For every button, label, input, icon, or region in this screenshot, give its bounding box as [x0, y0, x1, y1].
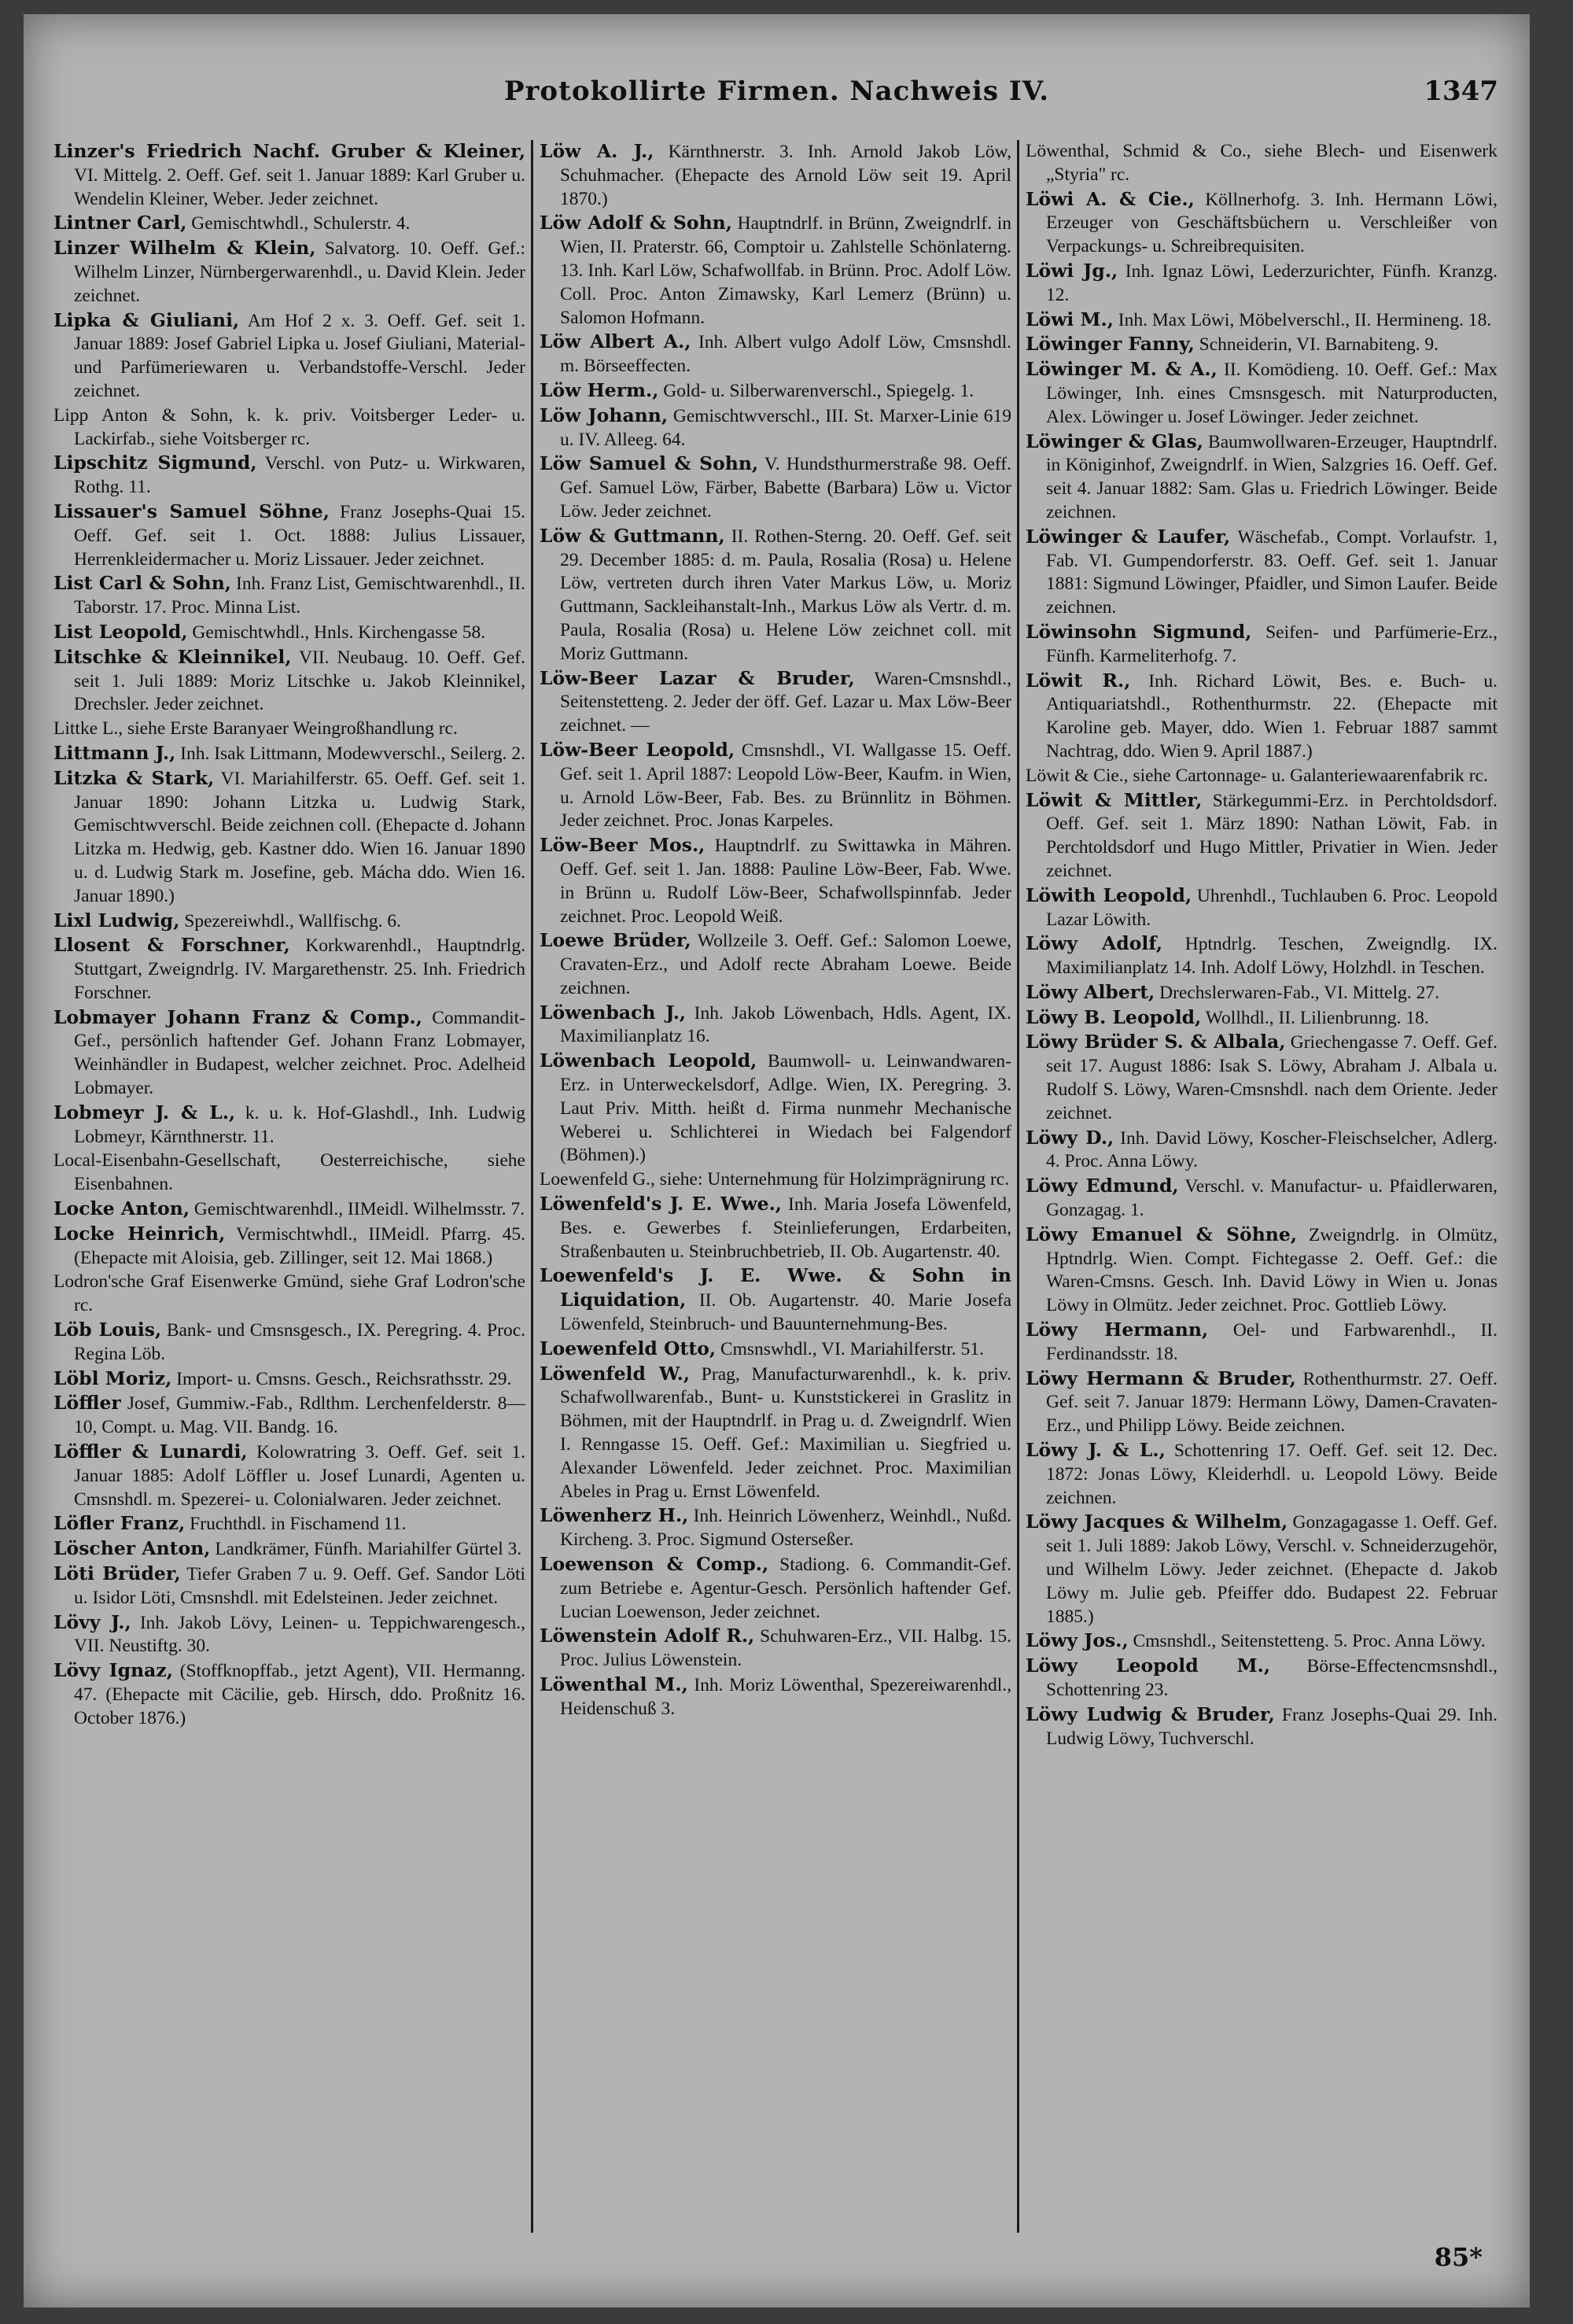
entry-details: Inh. Moriz Löwenthal, Spezereiwarenhdl., Heidenschuß 3.	[560, 1675, 1011, 1719]
firm-name: Löwy Edmund,	[1026, 1175, 1179, 1197]
firm-name: Lixl Ludwig,	[53, 909, 180, 931]
column-divider	[531, 140, 533, 2233]
directory-entry	[53, 742, 525, 766]
entry-details: Seifen- und Parfümerie-Erz., Fünfh. Karmeliterhofg. 7.	[1046, 622, 1497, 666]
directory-entry	[540, 1264, 1011, 1336]
entry-details: Schuhwaren-Erz., VII. Halbg. 15. Proc. Julius Löwenstein.	[560, 1626, 1011, 1671]
firm-name: Löw A. J.,	[540, 140, 654, 162]
entry-details: VI. Mariahilferstr. 65. Oeff. Gef. seit 1. Januar 1890: Johann Litzka u. Ludwig Stark, Gemischtwverschl. Beide zeichnen coll. (Ehepacte d. Johann Litzka m. Hedwig, geb. Kastner ddo. Wien 16. Januar 1890 u. d. Ludwig Stark m. Josefine, geb. Mácha ddo. Wien 16. Januar 1890.)	[74, 768, 525, 906]
firm-name: Löffler	[53, 1392, 121, 1415]
directory-entry	[53, 572, 525, 620]
directory-entry	[540, 1337, 1011, 1362]
directory-entry	[53, 1392, 525, 1440]
firm-name: Löwi Jg.,	[1026, 259, 1118, 282]
directory-entry	[1026, 358, 1497, 429]
entry-details: Salvatorg. 10. Oeff. Gef.: Wilhelm Linzer, Nürnbergerwarenhdl., u. David Klein. Jeder zeichnet.	[74, 238, 525, 306]
directory-entry	[1026, 884, 1497, 932]
directory-entry	[540, 452, 1011, 523]
entry-details: VI. Mittelg. 2. Oeff. Gef. seit 1. Januar 1889: Karl Gruber u. Wendelin Kleiner, Weber. Jeder zeichnet.	[74, 164, 525, 209]
directory-entry	[53, 1271, 525, 1318]
firm-name: Löwinger M. & A.,	[1026, 358, 1218, 381]
column-middle	[540, 140, 1011, 2233]
firm-name: Löwith Leopold,	[1026, 883, 1192, 906]
firm-name: Löwit R.,	[1026, 669, 1131, 692]
directory-entry	[1026, 1175, 1497, 1223]
directory-entry	[53, 1223, 525, 1271]
directory-entry	[540, 1553, 1011, 1624]
entry-details: Inh. Heinrich Löwenherz, Weinhdl., Nußd. Kircheng. 3. Proc. Sigmund Osterseßer.	[560, 1506, 1011, 1551]
directory-entry	[540, 140, 1011, 211]
entry-details: k. u. k. Hof-Glashdl., Inh. Ludwig Lobmeyr, Kärnthnerstr. 11.	[74, 1102, 525, 1147]
directory-entry	[540, 1193, 1011, 1263]
entry-details: Inh. Richard Löwit, Bes. e. Buch- u. Antiquariatshdl., Rothenthurmstr. 22. (Ehepacte mit Karoline geb. Mayer, ddo. Wien 1. Februar 1887 sammt Nachtrag, ddo. Wien 9. April 1887.)	[1046, 670, 1497, 762]
directory-entry	[53, 1441, 525, 1511]
entry-details: Inh. Max Löwi, Möbelverschl., II. Hermineng. 18.	[1118, 309, 1492, 330]
entry-details: Gemischtwhdl., Schulerstr. 4.	[191, 213, 411, 234]
directory-entry	[53, 909, 525, 934]
firm-name: Löwit & Mittler,	[1026, 788, 1203, 811]
directory-entry	[53, 1611, 525, 1659]
entry-details: Gemischtwverschl., III. St. Marxer-Linie 619 u. IV. Alleeg. 64.	[560, 405, 1011, 450]
entry-details: Local-Eisenbahn-Gesellschaft, Oesterreichische, siehe Eisenbahnen.	[53, 1150, 525, 1195]
directory-entry	[1026, 981, 1497, 1005]
firm-name: Löwinger Fanny,	[1026, 333, 1195, 356]
directory-entry	[540, 1625, 1011, 1673]
firm-name: Löwy D.,	[1026, 1126, 1114, 1149]
entry-details: Baumwollwaren-Erzeuger, Hauptndrlf. in Königinhof, Zweigndrlf. in Wien, Salzgries 16. Oeff. Gef. seit 4. Januar 1882: Sam. Glas u. Friedrich Löwinger. Beide zeichnen.	[1046, 431, 1497, 522]
directory-entry	[53, 1149, 525, 1197]
directory-entry	[53, 1197, 525, 1222]
column-left	[53, 140, 525, 2233]
firm-name: Löwy Jacques & Wilhelm,	[1026, 1511, 1288, 1533]
firm-name: Löwenfeld's J. E. Wwe.,	[540, 1193, 782, 1215]
directory-entry	[540, 1673, 1011, 1721]
entry-details: Waren-Cmsnshdl., Seitenstetteng. 2. Jeder der öff. Gef. Lazar u. Max Löw-Beer zeichnet. —	[560, 668, 1011, 736]
directory-entry	[53, 237, 525, 308]
firm-name: Locke Heinrich,	[53, 1222, 226, 1245]
firm-name: Löwenstein Adolf R.,	[540, 1625, 755, 1647]
firm-name: Löwinsohn Sigmund,	[1026, 620, 1252, 643]
entry-details: Lodron'sche Graf Eisenwerke Gmünd, siehe Graf Lodron'sche rc.	[53, 1271, 525, 1316]
entry-details: Landkrämer, Fünfh. Mariahilfer Gürtel 3.	[215, 1539, 522, 1560]
firm-name: Löw Adolf & Sohn,	[540, 212, 732, 234]
entry-details: Spezereiwhdl., Wallfischg. 6.	[184, 910, 401, 931]
firm-name: Löw Albert A.,	[540, 330, 691, 353]
firm-name: Löwy B. Leopold,	[1026, 1005, 1202, 1028]
column-right	[1026, 140, 1497, 2233]
entry-details: Stadiong. 6. Commandit-Gef. zum Betriebe e. Agentur-Gesch. Persönlich haftender Gef. Lucian Loewenson, Jeder zeichnet.	[560, 1555, 1011, 1622]
directory-entry	[53, 1562, 525, 1610]
entry-details: (Stoffknopffab., jetzt Agent), VII. Hermanng. 47. (Ehepacte mit Cäcilie, geb. Hirsch, ddo. Proßnitz 16. October 1876.)	[74, 1661, 525, 1728]
firm-name: Löti Brüder,	[53, 1562, 181, 1585]
firm-name: Loewenson & Comp.,	[540, 1553, 769, 1576]
firm-name: Löwy Leopold M.,	[1026, 1654, 1270, 1677]
entry-details: Am Hof 2 x. 3. Oeff. Gef. seit 1. Januar 1889: Josef Gabriel Lipka u. Josef Giuliani, Material- und Parfümeriewaren u. Verbandstoffe-Verschl. Jeder zeichnet.	[74, 310, 525, 401]
directory-page	[24, 14, 1530, 2307]
firm-name: Löwinger & Laufer,	[1026, 525, 1231, 548]
directory-entry	[540, 1168, 1011, 1192]
entry-details: Inh. Isak Littmann, Modewverschl., Seilerg. 2.	[180, 743, 525, 764]
firm-name: Lipschitz Sigmund,	[53, 452, 257, 474]
firm-name: Löwi A. & Cie.,	[1026, 187, 1195, 210]
column-divider	[1017, 140, 1019, 2233]
entry-details: Löwenthal, Schmid & Co., siehe Blech- und Eisenwerk „Styria" rc.	[1026, 141, 1497, 185]
firm-name: Löwenbach J.,	[540, 1001, 687, 1024]
firm-name: Löfler Franz,	[53, 1512, 186, 1535]
entry-details: Löwit & Cie., siehe Cartonnage- u. Galanteriewaarenfabrik rc.	[1026, 765, 1488, 786]
firm-name: Löwenbach Leopold,	[540, 1049, 757, 1072]
entry-details: Gemischtwhdl., Hnls. Kirchengasse 58.	[192, 622, 486, 643]
firm-name: Loewe Brüder,	[540, 929, 691, 952]
directory-entry	[53, 1319, 525, 1367]
firm-name: Löbl Moriz,	[53, 1367, 172, 1389]
firm-name: Löw Johann,	[540, 404, 669, 426]
firm-name: Loewenfeld Otto,	[540, 1337, 717, 1359]
directory-entry	[1026, 1654, 1497, 1702]
directory-entry	[1026, 1439, 1497, 1510]
firm-name: Loewenfeld's J. E. Wwe. & Sohn in Liquidation,	[540, 1264, 1011, 1311]
directory-entry	[1026, 1629, 1497, 1654]
entry-details: Zweigndrlg. in Olmütz, Hptndrlg. Wien. Compt. Fichtegasse 2. Oeff. Gef.: die Waren-Cmsns. Gesch. Inh. David Löwy in Wien u. Jonas Löwy in Olmütz. Jeder zeichnet. Proc. Gottlieb Löwy.	[1046, 1224, 1497, 1316]
entry-details: V. Hundsthurmerstraße 98. Oeff. Gef. Samuel Löw, Färber, Babette (Barbara) Löw u. Victor Löw. Jeder zeichnet.	[560, 454, 1011, 522]
entry-details: II. Komödieng. 10. Oeff. Gef.: Max Löwinger, Inh. eines Cmsnsgesch. mit Naturproducten, Alex. Löwinger u. Josef Löwinger. Jeder zeichnet.	[1046, 360, 1497, 427]
directory-entry	[1026, 1703, 1497, 1751]
directory-entry	[1026, 526, 1497, 620]
entry-details: II. Ob. Augartenstr. 40. Marie Josefa Löwenfeld, Steinbruch- und Bauunternehmung-Bes.	[560, 1290, 1011, 1335]
firm-name: Löwy Emanuel & Söhne,	[1026, 1223, 1298, 1245]
directory-entry	[540, 212, 1011, 330]
entry-details: Bank- und Cmsnsgesch., IX. Peregring. 4. Proc. Regina Löb.	[74, 1320, 525, 1364]
directory-entry	[53, 621, 525, 645]
entry-details: Loewenfeld G., siehe: Unternehmung für Holzimprägnirung rc.	[540, 1169, 1010, 1190]
entry-details: Import- u. Cmsns. Gesch., Reichsrathsstr. 29.	[176, 1368, 512, 1389]
directory-entry	[1026, 765, 1497, 788]
entry-details: Gemischtwarenhdl., IIMeidl. Wilhelmsstr. 7.	[193, 1199, 525, 1220]
directory-entry	[1026, 932, 1497, 980]
firm-name: Löwenfeld W.,	[540, 1362, 691, 1385]
entry-details: Schneiderin, VI. Barnabiteng. 9.	[1199, 334, 1439, 356]
entry-details: Inh. Jakob Löwenbach, Hdls. Agent, IX. Maximilianplatz 16.	[560, 1002, 1011, 1047]
directory-entry	[1026, 1006, 1497, 1031]
firm-name: Littmann J.,	[53, 741, 176, 764]
entry-details: Littke L., siehe Erste Baranyaer Weingroßhandlung rc.	[53, 718, 458, 740]
page-title: Protokollirte Firmen. Nachweis IV.	[503, 76, 1050, 107]
directory-entry	[53, 717, 525, 741]
entry-details: Gonzagagasse 1. Oeff. Gef. seit 1. Juli 1889: Jakob Löwy, Verschl. v. Schneiderzugehör, und Wilhelm Löwy. Jeder zeichnet. (Ehepacte d. Jakob Löwy m. Julie geb. Pfeiffer ddo. Budapest 22. Februar 1885.)	[1046, 1512, 1497, 1627]
entry-details: Börse-Effectencmsnshdl., Schottenring 23.	[1046, 1656, 1497, 1700]
firm-name: Lissauer's Samuel Söhne,	[53, 500, 330, 522]
firm-name: Llosent & Forschner,	[53, 934, 290, 957]
entry-details: Inh. Jakob Lövy, Leinen- u. Teppichwarengesch., VII. Neustiftg. 30.	[74, 1612, 525, 1657]
entry-details: VII. Neubaug. 10. Oeff. Gef. seit 1. Juli 1889: Moriz Litschke u. Jakob Kleinnikel, Drechsler. Jeder zeichnet.	[74, 647, 525, 715]
directory-entry	[540, 404, 1011, 452]
entry-details: Uhrenhdl., Tuchlauben 6. Proc. Leopold Lazar Löwith.	[1046, 885, 1497, 930]
firm-name: List Carl & Sohn,	[53, 572, 231, 595]
firm-name: Löwi M.,	[1026, 308, 1114, 330]
firm-name: Löb Louis,	[53, 1319, 162, 1341]
firm-name: Löwinger & Glas,	[1026, 430, 1203, 452]
firm-name: Löw Samuel & Sohn,	[540, 452, 759, 475]
firm-name: Löffler & Lunardi,	[53, 1441, 248, 1463]
entry-details: Oel- und Farbwarenhdl., II. Ferdinandsstr. 18.	[1046, 1320, 1497, 1364]
entry-details: Schottenring 17. Oeff. Gef. seit 12. Dec. 1872: Jonas Löwy, Kleiderhdl. u. Leopold Löwy. Beide zeichnen.	[1046, 1441, 1497, 1508]
entry-details: Gold- u. Silberwarenverschl., Spiegelg. 1.	[663, 380, 974, 401]
entry-details: Wollzeile 3. Oeff. Gef.: Salomon Loewe, Cravaten-Erz., und Adolf recte Abraham Loewe. Beide zeichnen.	[560, 931, 1011, 998]
entry-details: Hptndrlg. Teschen, Zweigndlg. IX. Maximilianplatz 14. Inh. Adolf Löwy, Holzhdl. in Teschen.	[1046, 934, 1497, 979]
entry-details: Inh. Maria Josefa Löwenfeld, Bes. e. Gewerbes f. Steinlieferungen, Erdarbeiten, Straßenbauten u. Steinbruchbetrieb, II. Ob. Augartenstr. 40.	[560, 1194, 1011, 1262]
directory-entry	[540, 667, 1011, 738]
firm-name: Litzka & Stark,	[53, 766, 215, 789]
entry-details: Stärkegummi-Erz. in Perchtoldsdorf. Oeff. Gef. seit 1. März 1890: Nathan Löwit, Fab. in Perchtoldsdorf und Hugo Mittler, Privatier in Wien. Jeder zeichnet.	[1046, 790, 1497, 881]
directory-entry	[1026, 430, 1497, 525]
directory-entry	[53, 404, 525, 452]
directory-entry	[1026, 670, 1497, 764]
entry-details: Baumwoll- u. Leinwandwaren-Erz. in Unterweckelsdorf, Adlge. Wien, IX. Peregring. 3. Laut Priv. Mitth. heißt d. Firma nunmehr Mechanische Weberei u. Schlichterei in Wiedach bei Falgendorf (Böhmen).)	[560, 1051, 1011, 1166]
entry-details: Tiefer Graben 7 u. 9. Oeff. Gef. Sandor Löti u. Isidor Löti, Cmsnshdl. mit Edelsteinen. Jeder zeichnet.	[74, 1564, 525, 1608]
firm-name: Lobmeyr J. & L.,	[53, 1101, 236, 1123]
entry-details: Cmsnshdl., Seitenstetteng. 5. Proc. Anna Löwy.	[1133, 1631, 1486, 1652]
firm-name: Löw & Guttmann,	[540, 524, 725, 547]
entry-details: Wollhdl., II. Lilienbrunng. 18.	[1205, 1007, 1429, 1028]
directory-entry	[1026, 789, 1497, 883]
entry-details: Rothenthurmstr. 27. Oeff. Gef. seit 7. Januar 1879: Hermann Löwy, Damen-Cravaten-Erz., und Philipp Löwy. Beide zeichnen.	[1046, 1368, 1497, 1437]
entry-details: Verschl. v. Manufactur- u. Pfaidlerwaren, Gonzagag. 1.	[1046, 1176, 1497, 1221]
directory-entry	[53, 500, 525, 571]
firm-name: Löwy Hermann & Bruder,	[1026, 1367, 1296, 1389]
directory-entry	[1026, 1367, 1497, 1438]
directory-entry	[540, 834, 1011, 928]
entry-details: Korkwarenhdl., Hauptndrlg. Stuttgart, Zweigndrlg. IV. Margarethenstr. 25. Inh. Friedrich Forschner.	[74, 935, 525, 1003]
firm-name: Löwy Brüder S. & Albala,	[1026, 1031, 1286, 1053]
entry-details: Wäschefab., Compt. Vorlaufstr. 1, Fab. VI. Gumpendorferstr. 83. Oeff. Gef. seit 1. Januar 1881: Sigmund Löwinger, Pfaidler, und Simon Laufer. Beide zeichnen.	[1046, 526, 1497, 618]
firm-name: Litschke & Kleinnikel,	[53, 645, 292, 668]
entry-details: Franz Josephs-Quai 15. Oeff. Gef. seit 1. Oct. 1888: Julius Lissauer, Herrenkleidermacher u. Moriz Lissauer. Jeder zeichnet.	[74, 501, 525, 570]
directory-entry	[1026, 1511, 1497, 1629]
directory-entry	[540, 1504, 1011, 1552]
firm-name: Löwy Adolf,	[1026, 932, 1163, 955]
signature-mark: 85*	[1434, 2242, 1483, 2272]
directory-entry	[53, 140, 525, 211]
directory-entry	[1026, 333, 1497, 357]
directory-entry	[53, 934, 525, 1005]
firm-name: Lobmayer Johann Franz & Comp.,	[53, 1005, 422, 1028]
directory-entry	[53, 1512, 525, 1536]
entry-details: Franz Josephs-Quai 29. Inh. Ludwig Löwy, Tuchverschl.	[1046, 1704, 1497, 1749]
firm-name: Lövy J.,	[53, 1610, 131, 1633]
entry-details: Cmsnswhdl., VI. Mariahilferstr. 51.	[720, 1338, 985, 1359]
directory-entry	[540, 379, 1011, 404]
firm-name: Löwy Ludwig & Bruder,	[1026, 1702, 1275, 1725]
directory-entry	[1026, 260, 1497, 308]
firm-name: Löw-Beer Leopold,	[540, 738, 735, 761]
firm-name: Lövy Ignaz,	[53, 1659, 173, 1682]
directory-entry	[53, 212, 525, 236]
directory-entry	[540, 330, 1011, 378]
directory-entry	[540, 525, 1011, 666]
directory-entry	[1026, 621, 1497, 669]
entry-details: Drechslerwaren-Fab., VI. Mittelg. 27.	[1159, 982, 1439, 1003]
directory-entry	[53, 1659, 525, 1730]
directory-entry	[1026, 1031, 1497, 1125]
directory-entry	[1026, 308, 1497, 333]
entry-details: Inh. Franz List, Gemischtwarenhdl., II. Taborstr. 17. Proc. Minna List.	[74, 574, 525, 618]
directory-entry	[1026, 1319, 1497, 1367]
directory-entry	[540, 1363, 1011, 1504]
firm-name: Löscher Anton,	[53, 1537, 211, 1560]
entry-details: Griechengasse 7. Oeff. Gef. seit 17. August 1886: Isak S. Löwy, Abraham J. Albala u. Rudolf S. Löwy, Waren-Cmsnshdl. nach dem Oriente. Jeder zeichnet.	[1046, 1032, 1497, 1123]
page-header	[24, 76, 1530, 123]
entry-details: Prag, Manufacturwarenhdl., k. k. priv. Schafwollwarenfab., Bunt- u. Kunststickerei in Graslitz in Böhmen, mit der Hauptndrlf. in Prag u. d. Zweigndrlf. Wien I. Renngasse 15. Oeff. Gef.: Maximilian u. Siegfried u. Alexander Löwenfeld. Jeder zeichnet. Proc. Maximilian Abeles in Prag u. Ernst Löwenfeld.	[560, 1363, 1011, 1502]
entry-details: Cmsnshdl., VI. Wallgasse 15. Oeff. Gef. seit 1. April 1887: Leopold Löw-Beer, Kaufm. in Wien, u. Arnold Löw-Beer, Fab. Bes. zu Brünnlitz in Böhmen. Jeder zeichnet. Proc. Jonas Karpeles.	[560, 740, 1011, 832]
entry-details: Kolowratring 3. Oeff. Gef. seit 1. Januar 1885: Adolf Löffler u. Josef Lunardi, Agenten u. Cmsnshdl. m. Spezerei- u. Colonialwaren. Jeder zeichnet.	[74, 1442, 525, 1510]
directory-entry	[53, 452, 525, 500]
entry-details: Vermischtwhdl., IIMeidl. Pfarrg. 45. (Ehepacte mit Aloisia, geb. Zillinger, seit 12. Mai 1868.)	[74, 1223, 525, 1268]
directory-entry	[540, 1002, 1011, 1049]
directory-entry	[53, 767, 525, 909]
firm-name: Löwy Jos.,	[1026, 1629, 1129, 1652]
firm-name: Löwy Albert,	[1026, 980, 1155, 1003]
directory-entry	[1026, 188, 1497, 259]
firm-name: Löw-Beer Lazar & Bruder,	[540, 666, 855, 689]
firm-name: Löw-Beer Mos.,	[540, 834, 705, 857]
directory-entry	[53, 1101, 525, 1149]
firm-name: Locke Anton,	[53, 1197, 190, 1220]
directory-entry	[53, 1367, 525, 1392]
firm-name: Linzer's Friedrich Nachf. Gruber & Kleiner,	[53, 140, 525, 162]
firm-name: Löwenherz H.,	[540, 1504, 689, 1527]
firm-name: Löw Herm.,	[540, 378, 659, 401]
entry-details: Inh. Albert vulgo Adolf Löw, Cmsnshdl. m. Börseeffecten.	[560, 332, 1011, 377]
entry-details: Hauptndrlf. in Brünn, Zweigndrlf. in Wien, II. Praterstr. 66, Comptoir u. Zahlstelle Schönlaterng. 13. Inh. Karl Löw, Schafwollfab. in Brünn. Proc. Adolf Löw. Coll. Proc. Anton Zimawsky, Karl Lemerz (Brünn) u. Salomon Hofmann.	[560, 213, 1011, 328]
firm-name: Linzer Wilhelm & Klein,	[53, 237, 316, 260]
entry-details: II. Rothen-Sterng. 20. Oeff. Gef. seit 29. December 1885: d. m. Paula, Rosalia (Rosa) u. Helene Löw, vertreten durch ihren Vater Markus Löw, u. Moriz Guttmann, Sackleihanstalt-Inh., Markus Löw als Vertr. d. m. Paula, Rosalia (Rosa) u. Helene Löw zeichnet coll. mit Moriz Guttmann.	[560, 526, 1011, 664]
firm-name: List Leopold,	[53, 620, 188, 643]
entry-details: Commandit-Gef., persönlich haftender Gef. Johann Franz Lobmayer, Weinhändler in Budapest, welcher zeichnet. Proc. Adelheid Lobmayer.	[74, 1007, 525, 1099]
entry-details: Inh. David Löwy, Koscher-Fleischselcher, Adlerg. 4. Proc. Anna Löwy.	[1046, 1127, 1497, 1172]
entry-details: Verschl. von Putz- u. Wirkwaren, Rothg. 11.	[74, 453, 525, 498]
directory-entry	[540, 739, 1011, 833]
entry-details: Lipp Anton & Sohn, k. k. priv. Voitsberger Leder- u. Lackirfab., siehe Voitsberger rc.	[53, 404, 525, 449]
directory-entry	[53, 1537, 525, 1562]
directory-entry	[53, 1006, 525, 1101]
entry-details: Köllnerhofg. 3. Inh. Hermann Löwi, Erzeuger von Geschäftsbüchern u. Verschleißer von Verpackungs- u. Schreibrequisiten.	[1046, 189, 1497, 257]
firm-name: Lintner Carl,	[53, 212, 187, 234]
entry-details: Inh. Ignaz Löwi, Lederzurichter, Fünfh. Kranzg. 12.	[1046, 260, 1497, 305]
firm-name: Löwy Hermann,	[1026, 1319, 1209, 1341]
directory-entry	[1026, 1127, 1497, 1175]
entry-details: Josef, Gummiw.-Fab., Rdlthm. Lerchenfelderstr. 8—10, Compt. u. Mag. VII. Bandg. 16.	[74, 1393, 525, 1438]
directory-entry	[540, 1049, 1011, 1168]
directory-entry	[1026, 140, 1497, 187]
entry-details: Fruchthdl. in Fischamend 11.	[190, 1514, 407, 1535]
entry-details: Hauptndrlf. zu Swittawka in Mähren. Oeff. Gef. seit 1. Jan. 1888: Pauline Löw-Beer, Fab. Wwe. in Brünn u. Rudolf Löw-Beer, Schafwollspinnfab. Jeder zeichnet. Proc. Leopold Weiß.	[560, 836, 1011, 927]
entry-details: Kärnthnerstr. 3. Inh. Arnold Jakob Löw, Schuhmacher. (Ehepacte des Arnold Löw seit 19. April 1870.)	[560, 142, 1011, 209]
directory-entry	[1026, 1223, 1497, 1318]
directory-entry	[53, 309, 525, 404]
firm-name: Lipka & Giuliani,	[53, 308, 240, 331]
directory-entry	[53, 646, 525, 717]
page-number: 1347	[1424, 76, 1498, 107]
firm-name: Löwy J. & L.,	[1026, 1439, 1166, 1462]
firm-name: Löwenthal M.,	[540, 1673, 688, 1695]
directory-entry	[540, 929, 1011, 1000]
